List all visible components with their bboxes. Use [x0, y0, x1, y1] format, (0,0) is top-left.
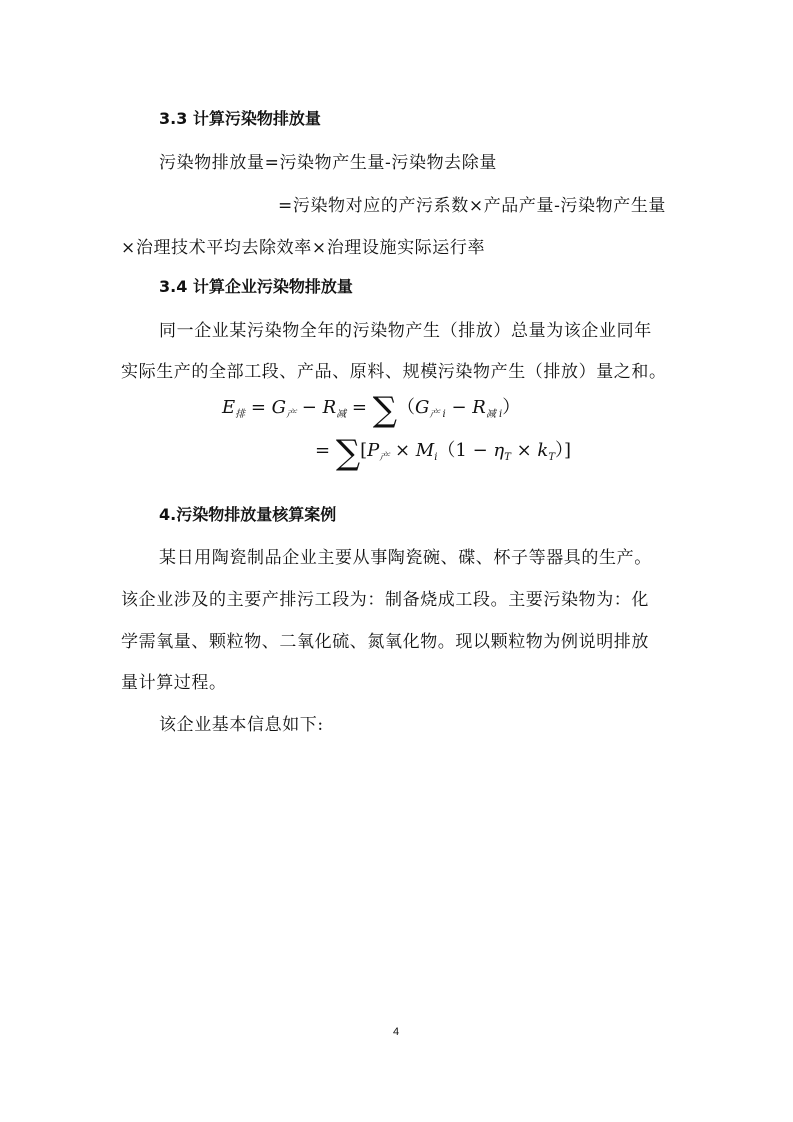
page-number: 4 — [393, 1026, 400, 1038]
formula-operator: − — [296, 397, 323, 418]
formula-subscript: 产 i — [429, 409, 446, 420]
section-heading-4: 4.污染物排放量核算案例 — [159, 505, 337, 524]
formula-operator: = — [245, 397, 272, 418]
paragraph-line: 该企业涉及的主要产排污工段为：制备烧成工段。主要污染物为：化 — [121, 590, 649, 610]
formula-symbol: k — [537, 440, 549, 461]
formula-operator: = — [346, 397, 373, 418]
formula-subscript: i — [434, 452, 438, 463]
formula-operator: × — [510, 440, 538, 461]
formula-line-2 — [315, 433, 572, 473]
paragraph-line: 污染物排放量=污染物产生量-污染物去除量 — [159, 153, 497, 173]
formula-bracket: ] — [564, 440, 572, 461]
paragraph-line: 该企业基本信息如下: — [159, 715, 324, 735]
section-heading-3-3: 3.3 计算污染物排放量 — [159, 109, 321, 128]
formula-operator: = — [315, 440, 336, 461]
paragraph-line: 量计算过程。 — [121, 673, 227, 693]
formula-subscript: 排 — [235, 409, 246, 420]
formula-paren: ） — [555, 440, 564, 461]
paragraph-line: 实际生产的全部工段、产品、原料、规模污染物产生（排放）量之和。 — [121, 362, 667, 382]
formula-symbol: P — [367, 440, 380, 461]
formula-subscript: 减 — [336, 409, 347, 420]
formula-symbol: M — [415, 440, 435, 461]
formula-subscript: 产 — [286, 409, 297, 420]
formula-line-1 — [222, 390, 521, 430]
summation-symbol: ∑ — [335, 433, 361, 473]
formula-term: 1 − — [455, 440, 494, 461]
paragraph-line: =污染物对应的产污系数×产品产量-污染物产生量 — [278, 196, 667, 216]
formula-subscript: T — [548, 452, 555, 463]
formula-symbol: G — [271, 397, 287, 418]
formula-paren: （ — [437, 440, 456, 461]
formula-operator: × — [389, 440, 416, 461]
paragraph-line: 同一企业某污染物全年的污染物产生（排放）总量为该企业同年 — [159, 321, 652, 341]
summation-symbol: ∑ — [372, 390, 397, 430]
formula-subscript: 产 — [379, 452, 390, 463]
formula-paren: （ — [396, 397, 415, 418]
formula-subscript: 减 i — [485, 409, 503, 420]
formula-symbol: E — [222, 397, 236, 418]
formula-bracket: [ — [360, 440, 368, 461]
formula-symbol: R — [472, 397, 486, 418]
formula-paren: ） — [502, 397, 521, 418]
section-heading-3-4: 3.4 计算企业污染物排放量 — [159, 277, 353, 296]
paragraph-line: 学需氧量、颗粒物、二氧化硫、氮氧化物。现以颗粒物为例说明排放 — [121, 632, 649, 652]
formula-operator: − — [445, 397, 473, 418]
formula-symbol: G — [414, 397, 430, 418]
formula-subscript: T — [504, 452, 511, 463]
paragraph-line: 某日用陶瓷制品企业主要从事陶瓷碗、碟、杯子等器具的生产。 — [159, 548, 652, 568]
formula-symbol: η — [493, 440, 505, 461]
formula-symbol: R — [322, 397, 337, 418]
paragraph-line: ×治理技术平均去除效率×治理设施实际运行率 — [121, 238, 486, 258]
